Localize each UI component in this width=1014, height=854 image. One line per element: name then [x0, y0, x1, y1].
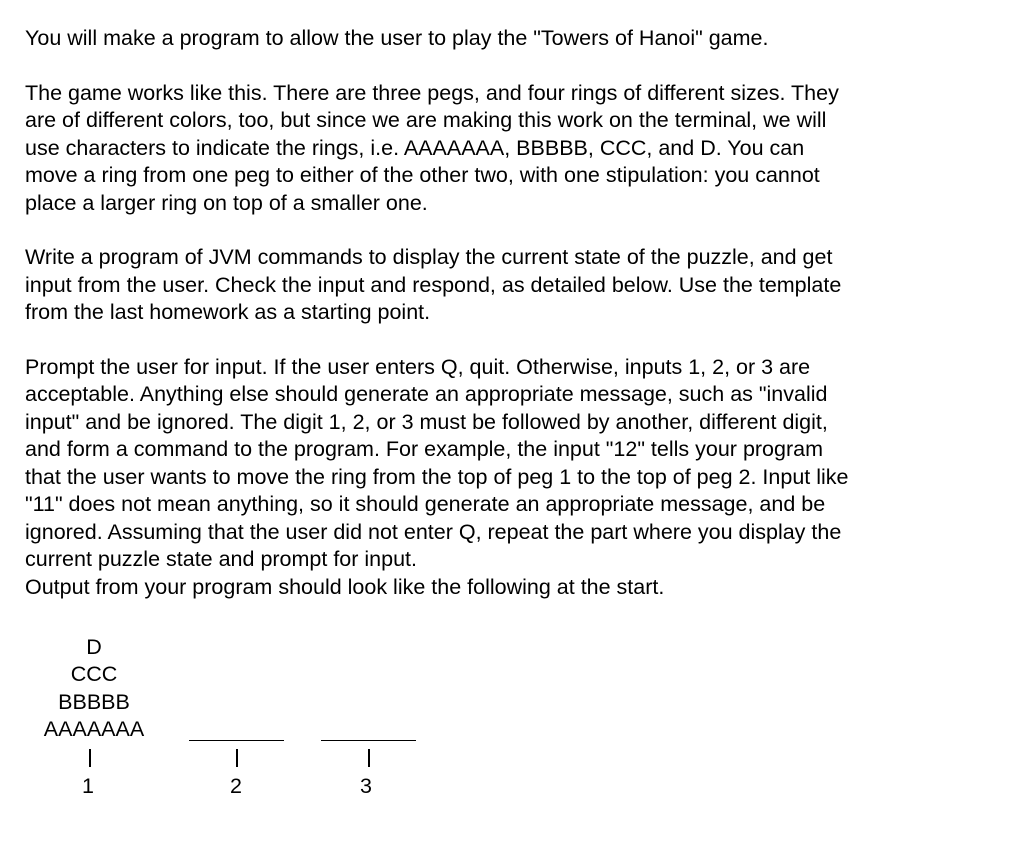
peg-2-stem — [236, 749, 238, 767]
text-line: input" and be ignored. The digit 1, 2, or 3 must be followed by another, different digit, — [25, 409, 828, 434]
text-line: "11" does not mean anything, so it should generate an appropriate message, and be — [25, 492, 826, 516]
peg-3-label: 3 — [360, 774, 372, 798]
text-line: that the user wants to move the ring from the top of peg 1 to the top of peg 2. Input like — [25, 464, 849, 489]
text-line: Prompt the user for input. If the user enters Q, quit. Otherwise, inputs 1, 2, or 3 are — [25, 354, 811, 379]
ring-ccc: CCC — [70, 662, 118, 686]
text-line: and form a command to the program. For example, the input "12" tells your program — [25, 437, 823, 461]
text-line: The game works like this. There are three pegs, and four rings of different sizes. They — [25, 80, 839, 105]
text-line: Output from your program should look like the following at the start. — [25, 574, 665, 599]
ring-bbbbb: BBBBB — [58, 690, 130, 714]
peg-1-stem — [89, 749, 91, 767]
text-line: are of different colors, too, but since we are making this work on the terminal, we will — [25, 108, 827, 132]
text-line: You will make a program to allow the user to play the "Towers of Hanoi" game. — [25, 26, 769, 50]
peg-1-label: 1 — [82, 774, 94, 798]
text-line: ignored. Assuming that the user did not enter Q, repeat the part where you display the — [25, 519, 842, 544]
text-line: place a larger ring on top of a smaller one. — [25, 190, 428, 215]
text-line: use characters to indicate the rings, i.e. AAAAAAA, BBBBB, CCC, and D. You can — [25, 135, 805, 160]
text-line: from the last homework as a starting point. — [25, 300, 431, 324]
text-line: input from the user. Check the input and respond, as detailed below. Use the template — [25, 272, 842, 297]
peg-3-stem — [368, 749, 370, 767]
ring-d: D — [86, 635, 102, 659]
peg-3-base — [321, 740, 416, 741]
peg-2-label: 2 — [230, 774, 242, 798]
text-line: current puzzle state and prompt for input. — [25, 547, 417, 571]
text-line: acceptable. Anything else should generate an appropriate message, such as "invalid — [25, 382, 828, 406]
ring-aaaaaaa: AAAAAAA — [43, 717, 145, 741]
text-line: Write a program of JVM commands to display the current state of the puzzle, and get — [25, 245, 833, 269]
peg-2-base — [189, 740, 284, 741]
text-line: move a ring from one peg to either of the other two, with one stipulation: you cannot — [25, 163, 820, 187]
